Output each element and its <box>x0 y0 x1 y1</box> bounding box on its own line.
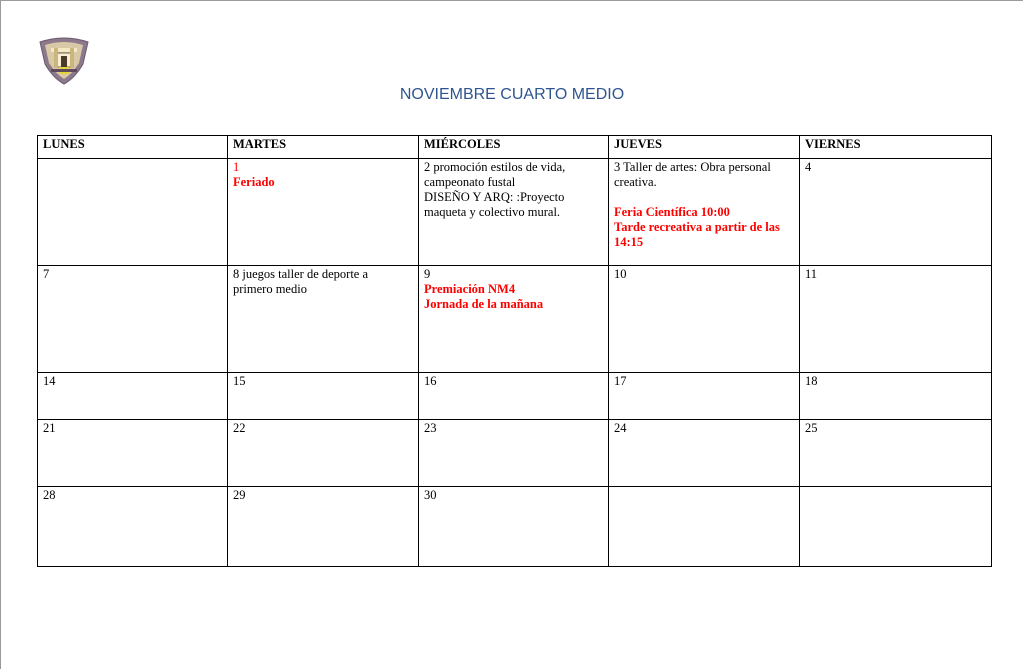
day-cell <box>419 487 609 567</box>
week-row-4 <box>38 420 992 487</box>
day-cell <box>800 487 992 567</box>
week-row-2 <box>38 266 992 373</box>
header-martes: MARTES <box>228 136 419 159</box>
day-number: 9 <box>424 267 431 281</box>
day-cell <box>228 420 419 487</box>
event-text: Jornada de la mañana <box>424 297 544 311</box>
day-number: 25 <box>805 421 818 435</box>
event-text: Feria Científica 10:00 <box>614 205 730 219</box>
day-number: 1 <box>233 160 240 174</box>
header-jueves: JUEVES <box>609 136 800 159</box>
day-cell <box>609 266 800 373</box>
day-cell <box>228 159 419 266</box>
day-number: 3 <box>614 160 621 174</box>
day-number: 16 <box>424 374 437 388</box>
event-text: DISEÑO Y ARQ: :Proyecto <box>424 190 565 204</box>
day-number: 10 <box>614 267 627 281</box>
day-number: 29 <box>233 488 246 502</box>
school-crest-logo <box>37 36 91 86</box>
day-number: 7 <box>43 267 50 281</box>
day-cell <box>419 159 609 266</box>
event-text: Tarde recreativa a partir de las <box>614 220 780 234</box>
day-cell <box>419 420 609 487</box>
header-miercoles: MIÉRCOLES <box>419 136 609 159</box>
day-number: 22 <box>233 421 246 435</box>
day-cell <box>609 373 800 420</box>
day-cell <box>38 266 228 373</box>
day-number: 15 <box>233 374 246 388</box>
event-text: maqueta y colectivo mural. <box>424 205 561 219</box>
day-number: 14 <box>43 374 56 388</box>
day-cell <box>609 159 800 266</box>
day-cell <box>38 159 228 266</box>
day-number: 28 <box>43 488 56 502</box>
day-cell <box>228 266 419 373</box>
day-number: 30 <box>424 488 437 502</box>
calendar-table <box>37 135 992 567</box>
day-number: 23 <box>424 421 437 435</box>
day-cell <box>800 420 992 487</box>
event-text: primero medio <box>233 282 307 296</box>
day-number: 18 <box>805 374 818 388</box>
day-number: 17 <box>614 374 627 388</box>
day-number: 11 <box>805 267 818 281</box>
day-cell <box>228 487 419 567</box>
event-text: promoción estilos de vida, <box>433 160 566 174</box>
day-cell <box>800 266 992 373</box>
week-row-1 <box>38 159 992 266</box>
day-cell <box>800 159 992 266</box>
day-number: 21 <box>43 421 56 435</box>
event-text: creativa. <box>614 175 657 189</box>
day-cell <box>38 373 228 420</box>
page-title: NOVIEMBRE CUARTO MEDIO <box>399 86 625 103</box>
day-cell <box>228 373 419 420</box>
event-text: juegos taller de deporte a <box>242 267 369 281</box>
header-viernes: VIERNES <box>800 136 992 159</box>
day-cell <box>38 487 228 567</box>
event-text: Premiación NM4 <box>424 282 516 296</box>
day-cell <box>38 420 228 487</box>
event-text: campeonato fustal <box>424 175 516 189</box>
day-number: 4 <box>805 160 812 174</box>
week-row-5 <box>38 487 992 567</box>
week-row-3 <box>38 373 992 420</box>
day-cell <box>419 373 609 420</box>
event-text: Taller de artes: Obra personal <box>623 160 771 174</box>
event-text: 14:15 <box>614 235 644 249</box>
day-cell <box>609 420 800 487</box>
day-number: 2 <box>424 160 431 174</box>
day-number: 24 <box>614 421 627 435</box>
day-cell <box>800 373 992 420</box>
day-cell <box>419 266 609 373</box>
header-lunes: LUNES <box>38 136 228 159</box>
header-row <box>38 136 992 159</box>
day-number: 8 <box>233 267 240 281</box>
event-text: Feriado <box>233 175 275 189</box>
day-cell <box>609 487 800 567</box>
